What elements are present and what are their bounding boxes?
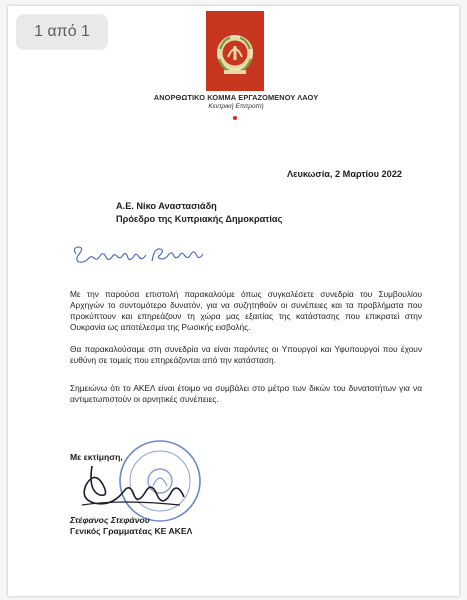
letter-paragraph: Με την παρούσα επιστολή παρακαλούμε όπως συγκαλέσετε συνεδρία του Συμβουλίου Αρχηγών το συντομότερο δυνατόν, για να συζητηθούν οι συνέπειες και τα προβλήματα που προκύπτουν και επηρεάζουν τη χώρα μας εξαιτίας της κατάστασης που επικρατεί στην Ουκρανία ως αποτέλεσμα της Ρωσικής εισβολής.	[70, 289, 422, 333]
committee-name: Κεντρική Επιτροπή	[208, 103, 264, 110]
letter-closing: Με εκτίμηση,	[70, 452, 123, 462]
recipient-title: Πρόεδρο της Κυπριακής Δημοκρατίας	[116, 214, 283, 224]
letter-paragraph: Θα παρακαλούσαμε στη συνεδρία να είναι παρόντες οι Υπουργοί και Υφυπουργοί που έχουν ευθύνη σε τομείς που επηρεάζονται από την κατάσταση.	[70, 344, 422, 366]
letter-date: Λευκωσία, 2 Μαρτίου 2022	[287, 169, 402, 179]
signer-title: Γενικός Γραμματέας ΚΕ ΑΚΕΛ	[70, 526, 193, 536]
letter-paragraph: Σημειώνω ότι το ΑΚΕΛ είναι έτοιμο να συμβάλει στο μέτρο των δικών του δυνατοτήτων για να αντιμετωπιστούν οι αρνητικές συνέπειες.	[70, 383, 422, 405]
party-name: ΑΝΟΡΘΩΤΙΚΟ ΚΟΜΜΑ ΕΡΓΑΖΟΜΕΝΟΥ ΛΑΟΥ	[153, 93, 319, 102]
handwritten-signature	[72, 461, 192, 516]
signer-name: Στέφανος Στεφάνου	[70, 515, 150, 525]
letterhead-dot	[233, 116, 237, 120]
letter-page	[8, 6, 459, 596]
recipient-name: Α.Ε. Νίκο Αναστασιάδη	[116, 201, 217, 211]
akel-emblem-icon	[206, 11, 264, 91]
handwritten-salutation	[70, 242, 210, 272]
page-counter-badge: 1 από 1	[16, 14, 108, 50]
